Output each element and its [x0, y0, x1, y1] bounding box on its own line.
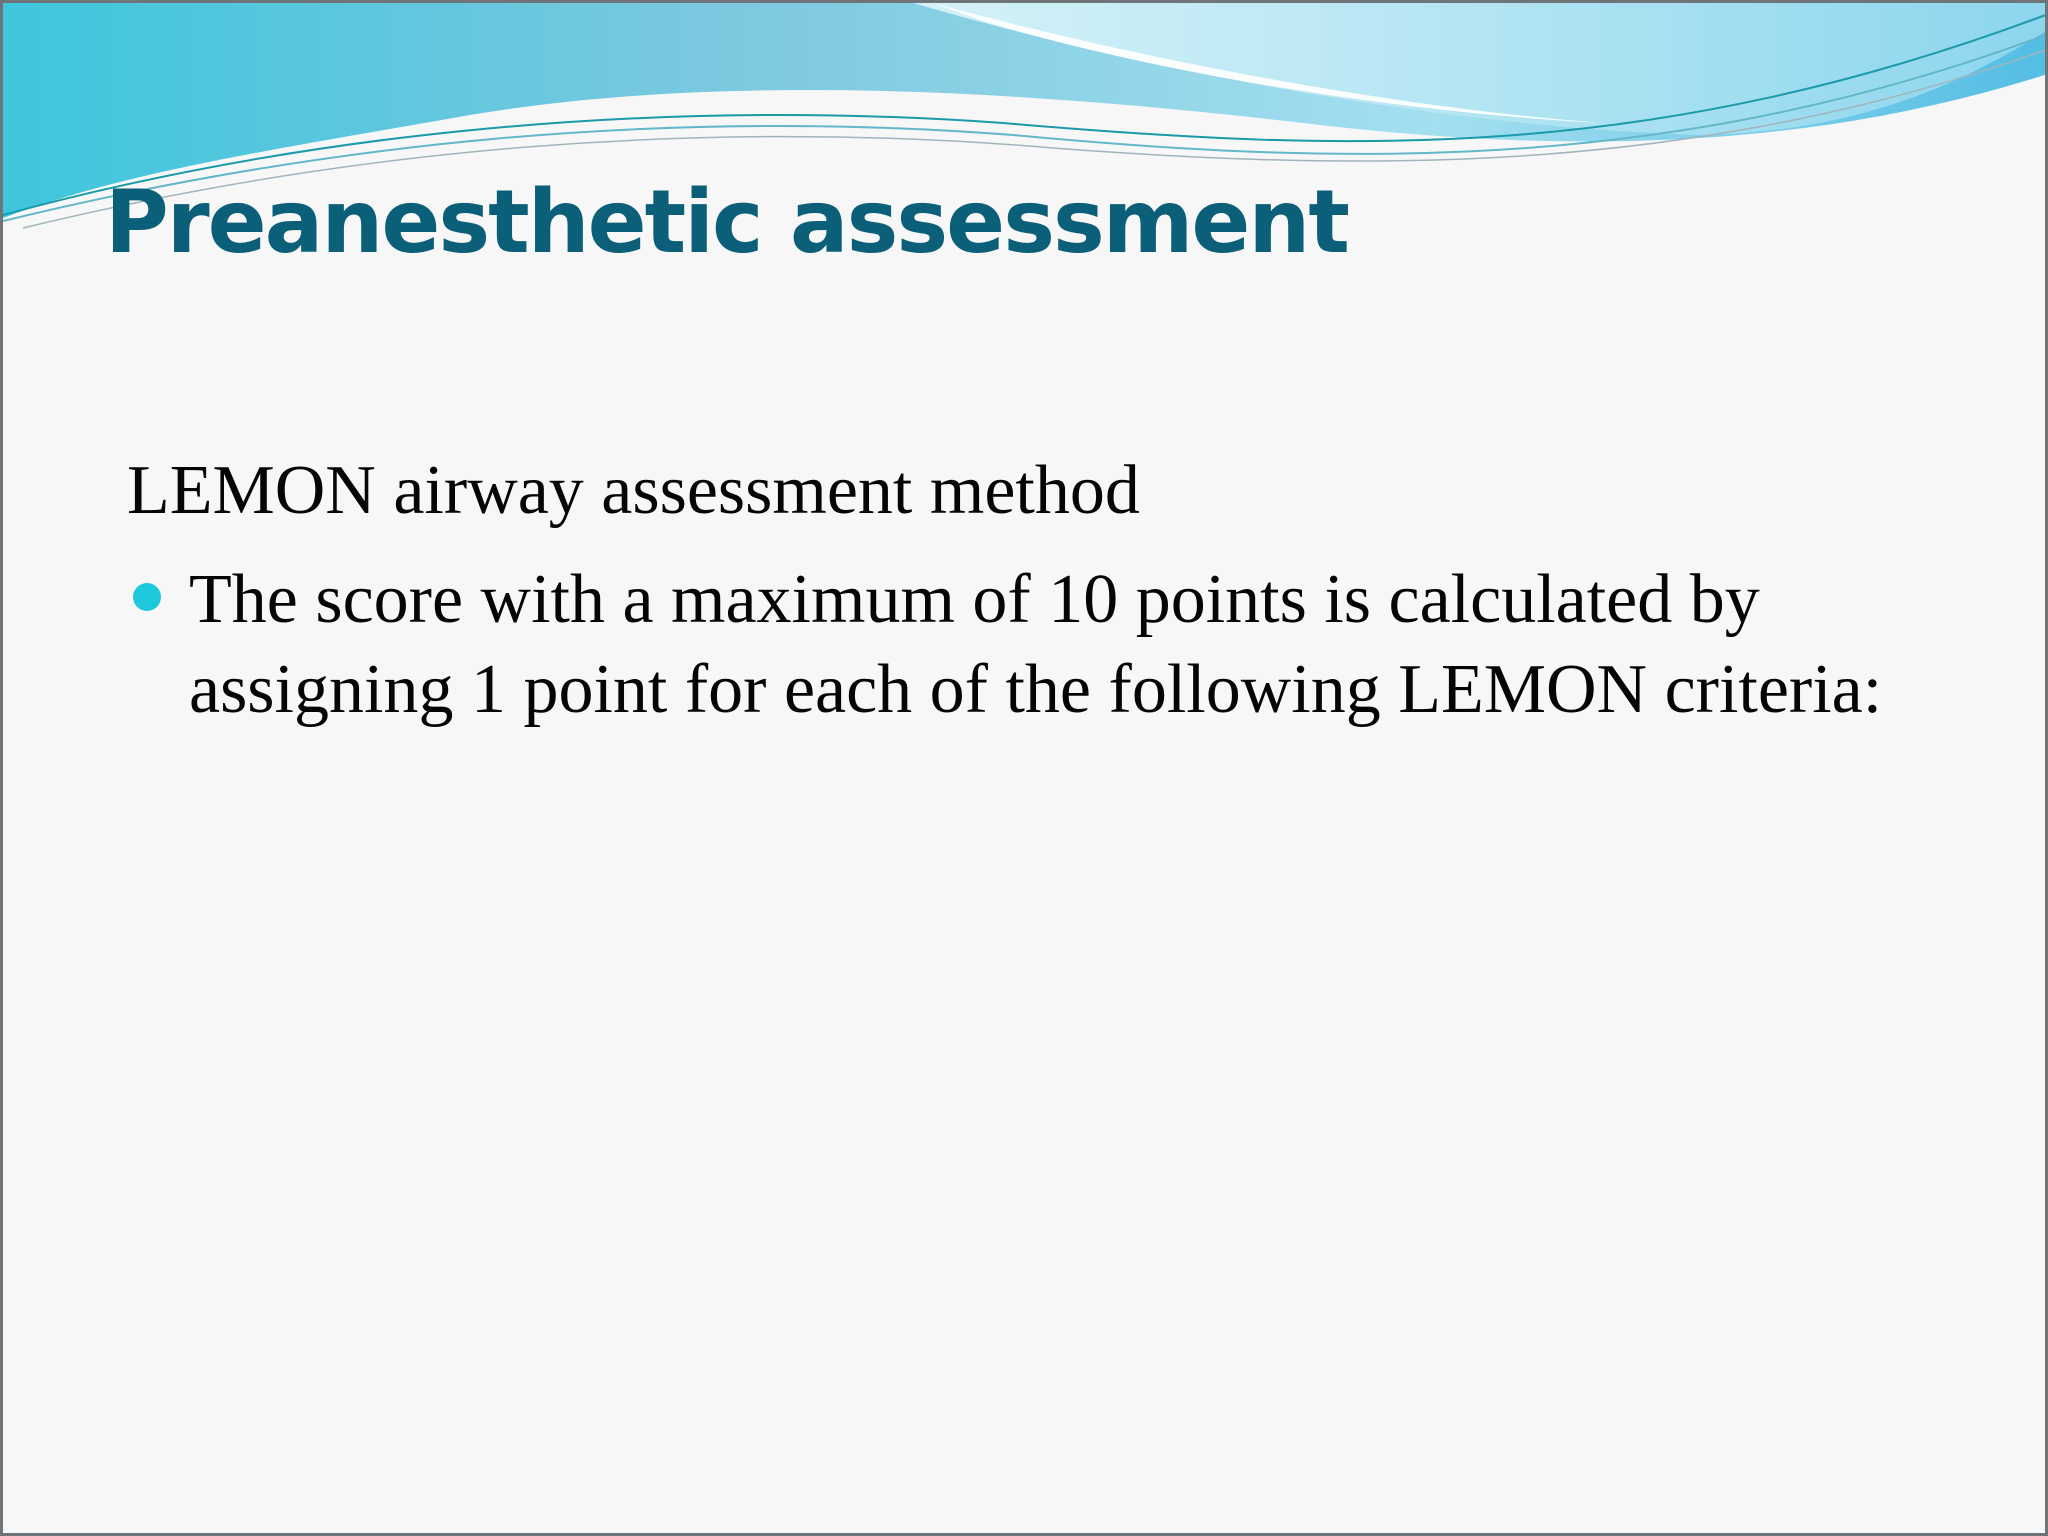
bullet-item: [127, 555, 1937, 735]
slide-subheading: LEMON airway assessment method: [127, 452, 1140, 529]
bullet-list: [127, 555, 1937, 735]
slide-title: Preanesthetic assessment: [105, 171, 1348, 273]
bullet-dot-icon: [133, 583, 161, 611]
bullet-text: The score with a maximum of 10 points is calculated by assigning 1 point for each of the following LEMON criteria:: [189, 561, 1883, 728]
